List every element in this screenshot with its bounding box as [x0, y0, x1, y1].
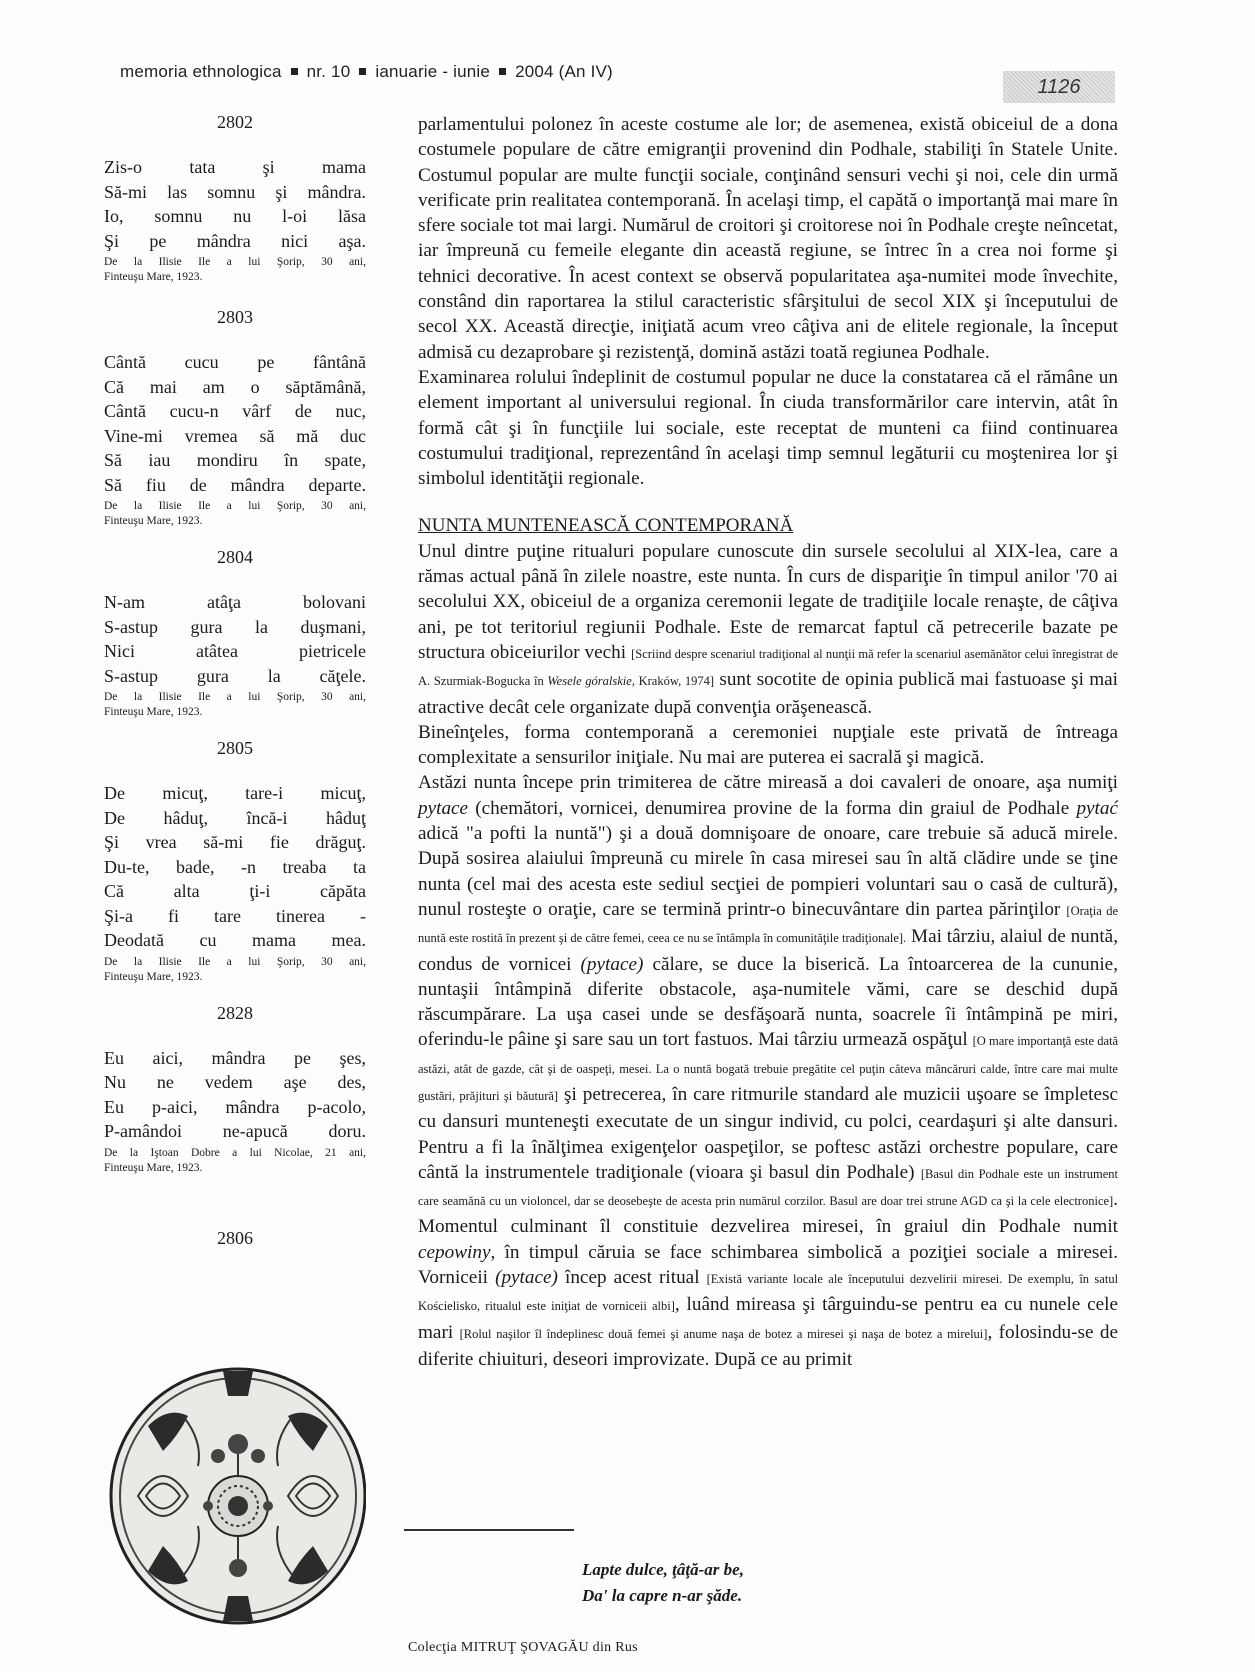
poem-source: De la Iştoan Dobre a lui Nicolae, 21 ani, Finteuşu Mare, 1923. — [104, 1146, 366, 1174]
verse-line: Io, somnu nu l-oi lăsa — [104, 206, 366, 226]
footnote-inline: [O mare importanţă este dată astăzi, atât de gazde, cât şi de oaspeţi, mesei. La o nuntă bogată trebuie pregătite cel puţin câteva mâncăruri calde, între care mai multe gustări, prăjituri şi băutură] — [418, 1034, 1119, 1103]
verse-line: Eu p-aici, mândra p-acolo, — [104, 1096, 366, 1117]
verse-line: Şi vrea să-mi fie drăguţ. — [104, 832, 366, 852]
page-number: 1126 — [1003, 71, 1115, 103]
collection-credit: Colecţia MITRUŢ ŞOVAGĂU din Rus — [408, 1640, 638, 1655]
section-heading: NUNTA MUNTENEASCĂ CONTEMPORANĂ — [418, 515, 794, 537]
footnote-inline: [Rolul naşilor îl îndeplinesc două femei şi anume naşa de botez a miresei şi naşa de botez a mirelui] — [459, 1326, 988, 1341]
footnote-inline: [Scriind despre scenariul tradiţional al nunţii mă refer la scenariul asemănător celui înregistrat de A. Szurmiak-Bogucka în Wesele góralskie, Kraków, 1974] — [418, 646, 1118, 689]
poem-source: De la Ilisie Ile a lui Şorip, 30 ani, Finteuşu Mare, 1923. — [104, 256, 366, 283]
verse-line: De hâduţ, încă-i hâduţ — [104, 807, 366, 828]
verse-line: Vine-mi vremea să mă duc — [104, 425, 366, 446]
verse-line: Cântă cucu-n vârf de nuc, — [104, 401, 366, 421]
verse-line: P-amândoi ne-apucă doru. — [104, 1121, 366, 1141]
poem-source: De la Ilisie Ile a lui Şorip, 30 ani, Finteuşu Mare, 1923. — [104, 955, 366, 983]
verse-line: Nici atâtea pietricele — [104, 641, 366, 661]
verse-line: Că alta ţi-i căpăta — [104, 881, 366, 901]
verse-line: Şi pe mândra nici aşa. — [104, 230, 366, 251]
poem — [104, 547, 366, 720]
verse-line: Că mai am o săptămână, — [104, 376, 366, 397]
bullet-icon — [499, 68, 506, 75]
poem-number: 2804 — [217, 547, 253, 567]
issue-number: nr. 10 — [306, 62, 351, 81]
poem — [104, 738, 366, 985]
journal-title: memoria ethnologica — [120, 62, 282, 81]
poem — [104, 1003, 366, 1176]
article-paragraph: Unul dintre puţine ritualuri populare cunoscute din sursele secolului al XIX-lea, care a rămas actual până în zilele noastre, este nunta. În curs de dispariţie în timpul anilor '70 ai secolului XX, obiceiul de a organiza ceremonii legate de tradiţiile locale renaşte, de câţiva ani, pe tot teritoriul regiunii Podhale. Este de remarcat faptul că petrecerile bazate pe structura obiceiurilor vechi [Scriind despre scenariul tradiţional al nunţii mă refer la scenariul asemănător celui înregistrat de A. Szurmiak-Bogucka în Wesele góralskie, Kraków, 1974] sunt socotite de opinia publică mai fastuoase şi mai atractive decât cele organizate după convenţia orăşenească. — [418, 540, 1119, 718]
issue-period: ianuarie - iunie — [375, 62, 491, 81]
verse-line: Deodată cu mama mea. — [104, 930, 366, 950]
proverb — [582, 1557, 744, 1609]
verse-line: Să-mi las somnu şi mândra. — [104, 181, 366, 202]
issue-year: 2004 (An IV) — [515, 62, 613, 81]
article-paragraph: Examinarea rolului îndeplinit de costumul popular ne duce la constatarea că el rămâne un element important al universului regional. În ciuda transformărilor care intervin, atât în formă cât şi în funcţiile lui sociale, este receptat de munteni ca fiind continuarea costumului tradiţional, reprezentând în acelaşi timp semnul legăturii cu moştenirea lor şi simbolul identităţii regionale. — [418, 366, 1118, 490]
verse-line: Du-te, bade, -n treaba ta — [104, 856, 366, 877]
figure-number: 2806 — [217, 1227, 253, 1248]
verse-line: S-astup gura la căţele. — [104, 665, 366, 686]
verse-line: Zis-o tata şi mama — [104, 157, 366, 177]
proverb-line: Lapte dulce, ţâţă-ar be, — [582, 1560, 744, 1579]
verse-line: Şi-a fi tare tinerea - — [104, 905, 366, 926]
verse-line: N-am atâţa bolovani — [104, 592, 366, 612]
poem-number: 2803 — [217, 307, 253, 327]
bullet-icon — [291, 68, 298, 75]
poem — [104, 112, 366, 285]
verse-line: Cântă cucu pe fântână — [104, 352, 366, 372]
article-column — [418, 112, 1118, 1372]
article-paragraph: parlamentului polonez în aceste costume ale lor; de asemenea, există obiceiul de a dona costumele populare de către emigranţii provenind din Podhale, stabiliţi în Statele Unite. Costumul popular are multe funcţii sociale, conţinând sensuri vechi şi noi, cele din urmă verificate prin realitatea contemporană. În acelaşi timp, el capătă o importanţă mai mare în sfere sociale tot mai largi. Numărul de croitori şi croitorese noi în Podhale creşte neîncetat, iar împreună cu femeile elegante din această regiune, se întrec în a crea noi forme şi tehnici decorative. În acest context se observă popularitatea aşa-numitei mode învechite, constând din raportarea la stilul caracteristic sfârşitului de secol XIX şi începutului de secol XX. Această direcţie, iniţiată acum vreo câţiva ani de elitele regionale, la început admisă cu dezaprobare şi rezistenţă, domină astăzi toată regiunea Podhale. — [418, 114, 1118, 363]
article-paragraph: Astăzi nunta începe prin trimiterea de către mireasă a doi cavaleri de onoare, aşa numiţi pytace (chemători, vornicei, denumirea provine de la forma din graiul de Podhale pytać adică "a pofti la nuntă") şi a două domnişoare de onoare, care trebuie să aducă mirele. După sosirea alaiului împreună cu mirele în casa miresei sau în altă clădire unde se ţine nunta (cel mai des acesta este sediul secţiei de pompieri voluntari sau o casă de cultură), nunul rosteşte o oraţie, care se termină printr-o binecuvântare din partea părinţilor [Oraţia de nuntă este rostită în prezent şi de către femei, ceea ce nu se întâmpla în comunităţile tradiţionale]. Mai târziu, alaiul de nuntă, condus de vornicei (pytace) călare, se duce la biserică. La întoarcerea de la cununie, nuntaşii întâmpină diferite obstacole, aşa-numitele vămi, care se deschid după răscumpărare. La uşa casei unde se desfăşoară nunta, soacrele îi întâmpină pe miri, oferindu-le pâine şi sare sau un tort fastuos. Mai târziu urmează ospăţul [O mare importanţă este dată astăzi, atât de gazde, cât şi de oaspeţi, mesei. La o nuntă bogată trebuie pregătite cel puţin câteva mâncăruri calde, între care mai multe gustări, prăjituri şi băutură] şi petrecerea, în care ritmurile standard ale muzicii uşoare se împletesc cu dansuri munteneşti executate de un singur individ, cu polci, ceardaşuri şi alte dansuri. Pentru a fi la înălţimea exigenţelor oaspeţilor, se poftesc astăzi orchestre populare, care cântă la instrumentele tradiţionale (vioara şi basul din Podhale) [Basul din Podhale este un instrument care seamănă cu un violoncel, dar se deosebeşte de acesta prin numărul corzilor. Basul are doar trei strune AGD ca şi la cele electronice]. Momentul culminant îl constituie dezvelirea miresei, în graiul din Podhale numit cepowiny, în timpul căruia se face schimbarea simbolică a poziţiei sociale a miresei. Vorniceii (pytace) încep acest ritual [Există variante locale ale începutului dezvelirii miresei. De exemplu, în satul Kościelisko, ritualul este iniţiat de vorniceii albi], luând mireasa şi târguindu-se pentru ea cu nunele cele mari [Rolul naşilor îl îndeplinesc două femei şi anume naşa de botez a miresei şi naşa de botez a mirelui], folosindu-se de diferite chiuituri, deseori improvizate. După ce au primit — [418, 772, 1119, 1370]
poem — [104, 307, 366, 529]
poem-source: De la Ilisie Ile a lui Şorip, 30 ani, Finteuşu Mare, 1923. — [104, 500, 366, 527]
bullet-icon — [359, 68, 366, 75]
decorated-plate-image — [108, 1356, 366, 1636]
verse-line: De micuţ, tare-i micuţ, — [104, 783, 366, 803]
footnote-inline: [Există variante locale ale începutului dezvelirii miresei. De exemplu, în satul Kościelisko, ritualul este iniţiat de vorniceii albi] — [418, 1272, 1119, 1314]
poem-number: 2828 — [217, 1002, 253, 1023]
poem-source: De la Ilisie Ile a lui Şorip, 30 ani, Finteuşu Mare, 1923. — [104, 691, 366, 718]
verse-line: Să iau mondiru în spate, — [104, 450, 366, 470]
poem-number: 2805 — [217, 738, 253, 758]
verse-line: Nu ne vedem aşe des, — [104, 1072, 366, 1092]
running-header — [120, 62, 613, 82]
footer-divider — [404, 1529, 574, 1531]
verse-line: Să fiu de mândra departe. — [104, 474, 366, 495]
footnote-inline: [Basul din Podhale este un instrument care seamănă cu un violoncel, dar se deosebeşte de acesta prin numărul corzilor. Basul are doar trei strune AGD ca şi la cele electronice] — [418, 1166, 1119, 1209]
poem-number: 2802 — [217, 112, 253, 132]
footnote-inline: [Oraţia de nuntă este rostită în prezent şi de către femei, ceea ce nu se întâmpla în comunităţile tradiţionale]. — [418, 903, 1118, 946]
poems-column — [104, 112, 366, 1271]
proverb-line: Da' la capre n-ar şăde. — [582, 1586, 743, 1605]
verse-line: S-astup gura la duşmani, — [104, 616, 366, 637]
article-paragraph: Bineînţeles, forma contemporană a ceremoniei nupţiale este privată de întreaga complexitate a sensurilor iniţiale. Nu mai are puterea ei sacrală şi magică. — [418, 721, 1118, 769]
verse-line: Eu aici, mândra pe şes, — [104, 1047, 366, 1068]
